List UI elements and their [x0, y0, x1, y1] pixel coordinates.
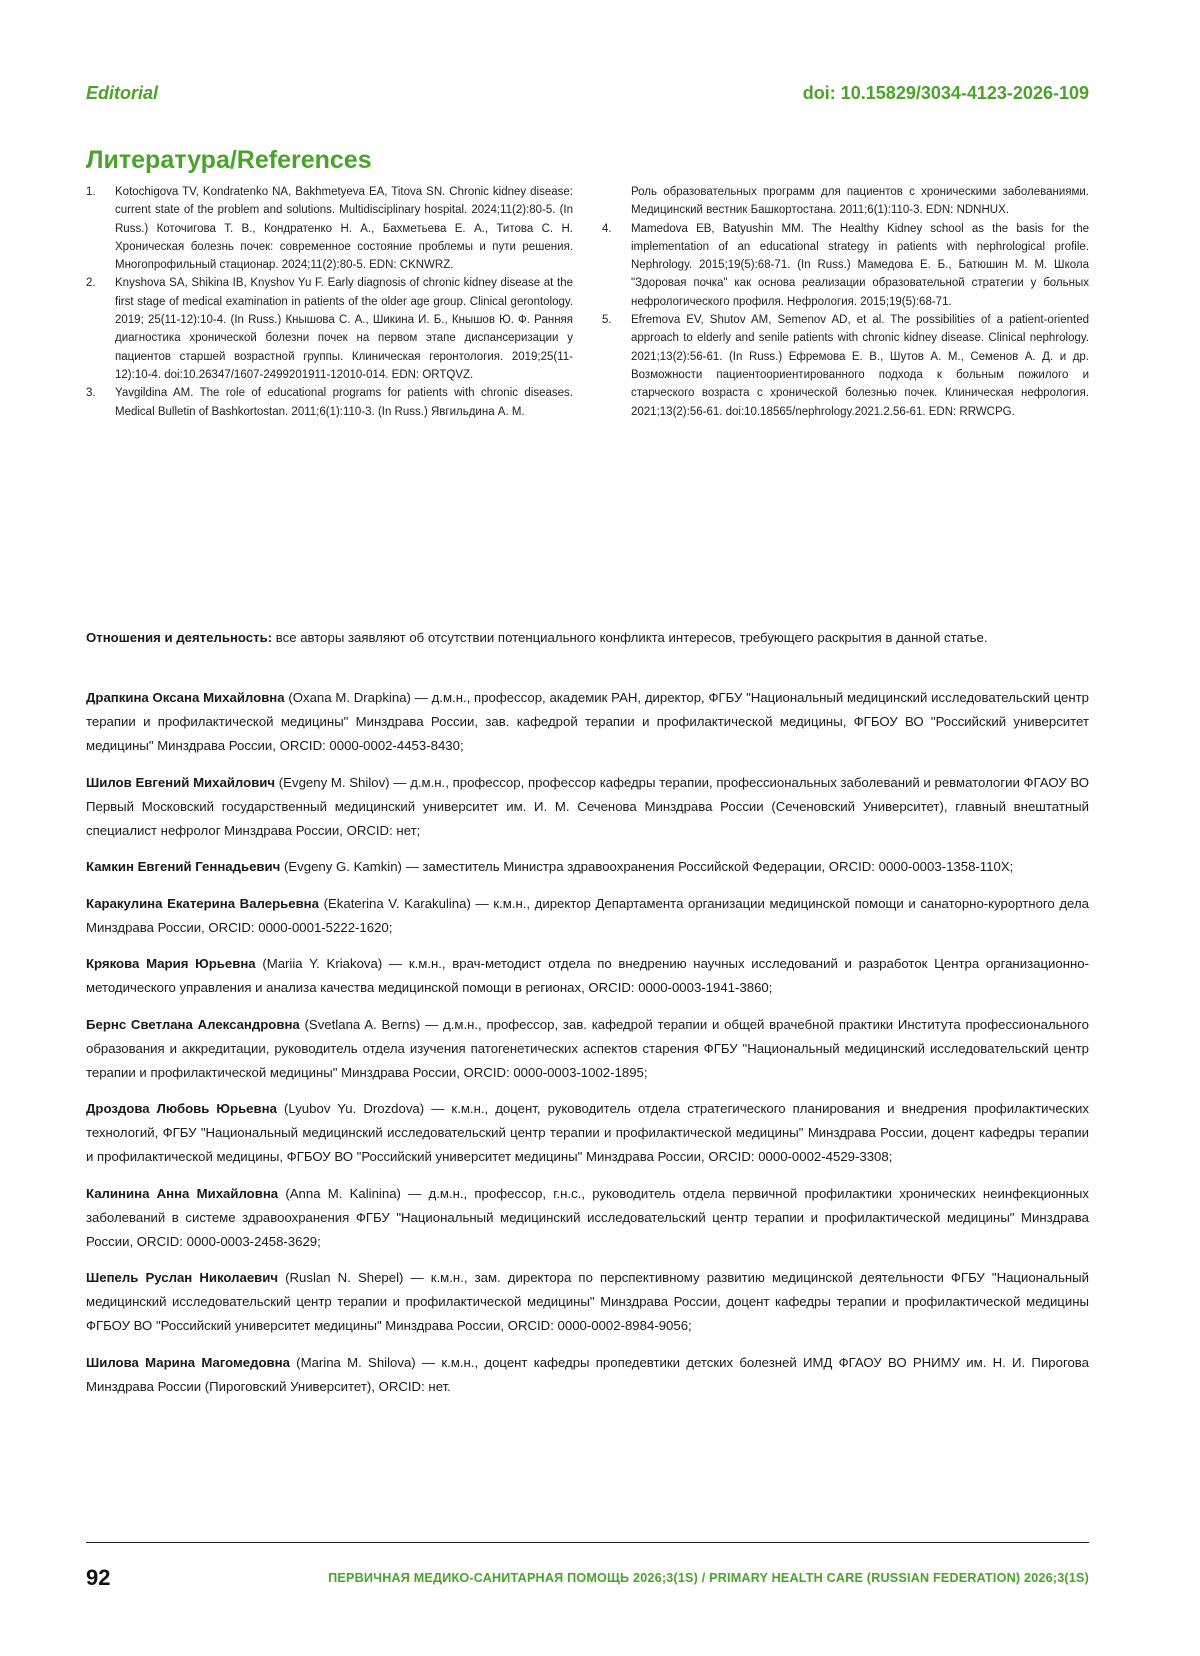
reference-item: [602, 311, 1089, 421]
page-number: 92: [86, 1565, 111, 1590]
author-entry: [86, 855, 1089, 879]
author-entry: [86, 1182, 1089, 1254]
reference-item: [86, 384, 573, 421]
page-footer: [86, 1563, 1089, 1593]
author-details: (Svetlana A. Berns) — д.м.н., профессор, зав. кафедрой терапии и общей врачебной практики Института профессионального образования и аккредитации, руководитель отдела изучения патогенетических аспектов старения ФГБУ "Национальный медицинский исследовательский центр терапии и профилактической медицины" Минздрава России, ORCID: 0000-0003-1002-1895;: [86, 1016, 1089, 1080]
relations-text: все авторы заявляют об отсутствии потенциального конфликта интересов, требующего раскрытия в данной статье.: [272, 630, 988, 646]
author-name: Дроздова Любовь Юрьевна: [86, 1101, 277, 1116]
references-title: Литература/References: [86, 146, 372, 174]
reference-item: [602, 220, 1089, 311]
author-name: Каракулина Екатерина Валерьевна: [86, 895, 319, 911]
author-details: (Marina M. Shilova) — к.м.н., доцент кафедры пропедевтики детских болезней ИМД ФГАОУ ВО РНИМУ им. Н. И. Пирогова Минздрава России (Пироговский Университет), ORCID: нет.: [86, 1354, 1089, 1394]
author-details: (Evgeny G. Kamkin) — заместитель Министра здравоохранения Российской Федерации, ORCID: 0000-0003-1358-110X;: [280, 859, 1014, 874]
doi-link[interactable]: doi: 10.15829/3034-4123-2026-109: [802, 82, 1089, 103]
author-entry: [86, 1097, 1089, 1169]
section-label: Editorial: [86, 82, 159, 103]
reference-text: Mamedova EB, Batyushin MM. The Healthy Kidney school as the basis for the implementation of an educational strategy in patients with nephrological profile. Nephrology. 2015;19(5):68-71. (In Russ.) Мамедова Е. Б., Батюшин М. М. Школа "Здоровая почка" как основа реализации образовательной стратегии у больных нефрологического профиля. Нефрология. 2015;19(5):68-71.: [631, 222, 1089, 308]
reference-text: Kotochigova TV, Kondratenko NA, Bakhmetyeva EA, Titova SN. Chronic kidney disease: current state of the problem and solutions. Multidisciplinary hospital. 2024;11(2):80-5. (In Russ.) Коточигова Т. В., Кондратенко Н. А., Бахметьева Е. А., Титова С. Н. Хроническая болезнь почек: современное состояние проблемы и пути решения. Многопрофильный стационар. 2024;11(2):80-5. EDN: CKNWRZ.: [115, 186, 573, 272]
author-details: (Lyubov Yu. Drozdova) — к.м.н., доцент, руководитель отдела стратегического планирования и внедрения профилактических технологий, ФГБУ "Национальный медицинский исследовательский центр терапии и профилактической медицины" Минздрава России, доцент кафедры терапии и профилактической медицины, ФГБОУ ВО "Российский университет медицины" Минздрава России, ORCID: 0000-0002-4529-3308;: [86, 1101, 1090, 1164]
footer-divider: [86, 1542, 1089, 1543]
author-entry: [86, 1351, 1089, 1399]
authors-list: [86, 686, 1089, 1411]
reference-number: 5.: [602, 314, 612, 327]
author-name: Драпкина Оксана Михайловна: [86, 690, 285, 705]
references-right-column: [602, 183, 1089, 421]
author-name: Калинина Анна Михайловна: [86, 1185, 279, 1201]
author-entry: [86, 1013, 1089, 1085]
author-details: (Ekaterina V. Karakulina) — к.м.н., директор Департамента организации медицинской помощи и санаторно-курортного дела Минздрава России, ORCID: 0000-0001-5222-1620;: [86, 895, 1089, 935]
reference-number: 1.: [86, 186, 96, 198]
running-header: [86, 78, 1089, 108]
relations-statement: [86, 628, 1089, 648]
author-entry: [86, 892, 1089, 940]
page: [86, 0, 1089, 1656]
author-name: Шилов Евгений Михайлович: [86, 774, 276, 790]
author-details: (Ruslan N. Shepel) — к.м.н., зам. директора по перспективному развитию медицинской деятельности ФГБУ "Национальный медицинский исследовательский центр терапии и профилактической медицины" Минздрава России, доцент кафедры терапии и профилактической медицины ФГБОУ ВО "Российский университет медицины" Минздрава России, ORCID: 0000-0002-8984-9056;: [86, 1270, 1089, 1333]
author-name: Камкин Евгений Геннадьевич: [86, 859, 281, 874]
author-entry: [86, 952, 1089, 1000]
references-left-column: [86, 183, 573, 421]
reference-number: 4.: [602, 222, 612, 235]
reference-continuation: [602, 183, 1089, 220]
author-details: (Oxana M. Drapkina) — д.м.н., профессор, академик РАН, директор, ФГБУ "Национальный медицинский исследовательский центр терапии и профилактической медицины" Минздрава России, зав. кафедрой терапии и профилактической медицины, ФГБОУ ВО "Российский университет медицины" Минздрава России, ORCID: 0000-0002-4453-8430;: [86, 690, 1089, 753]
reference-text: Efremova EV, Shutov AM, Semenov AD, et al. The possibilities of a patient-oriented approach to elderly and senile patients with chronic kidney disease. Clinical nephrology. 2021;13(2):56-61. (In Russ.) Ефремова Е. В., Шутов А. М., Семенов А. Д. и др. Возможности пациентоориентированного подхода к больным пожилого и старческого возраста с хронической болезнью почек. Клиническая нефрология. 2021;13(2):56-61. doi:10.18565/nephrology.2021.2.56-61. EDN: RRWCPG.: [631, 314, 1089, 418]
author-name: Шилова Марина Магомедовна: [86, 1354, 290, 1370]
author-details: (Evgeny M. Shilov) — д.м.н., профессор, профессор кафедры терапии, профессиональных заболеваний и ревматологии ФГАОУ ВО Первый Московский государственный медицинский университет им. И. М. Сеченова Минздрава России (Сеченовский Университет), главный внештатный специалист нефролог Минздрава России, ORCID: нет;: [86, 774, 1089, 838]
reference-number: 3.: [86, 387, 96, 400]
author-entry: [86, 686, 1089, 758]
journal-title: ПЕРВИЧНАЯ МЕДИКО-САНИТАРНАЯ ПОМОЩЬ 2026;3(1S) / PRIMARY HEALTH CARE (RUSSIAN FEDERATION) 2026;3(1S): [328, 1571, 1089, 1585]
author-entry: [86, 1266, 1089, 1338]
references-list: [86, 183, 1089, 421]
author-name: Бернс Светлана Александровна: [86, 1016, 300, 1032]
author-details: (Mariia Y. Kriakova) — к.м.н., врач-методист отдела по внедрению научных исследований и разработок Центра организационно-методического управления и анализа качества медицинской помощи в регионах, ORCID: 0000-0003-1941-3860;: [86, 956, 1089, 995]
author-details: (Anna M. Kalinina) — д.м.н., профессор, г.н.с., руководитель отдела первичной профилактики хронических неинфекционных заболеваний в системе здравоохранения ФГБУ "Национальный медицинский исследовательский центр терапии и профилактической медицины" Минздрава России, ORCID: 0000-0003-2458-3629;: [86, 1185, 1089, 1249]
reference-item: [86, 183, 573, 274]
author-name: Шепель Руслан Николаевич: [86, 1270, 279, 1285]
author-name: Крякова Мария Юрьевна: [86, 956, 256, 971]
reference-item: [86, 274, 573, 384]
reference-text: Knyshova SA, Shikina IB, Knyshov Yu F. Early diagnosis of chronic kidney disease at the first stage of medical examination in patients of the older age group. Clinical gerontology. 2019; 25(11-12):10-4. (In Russ.) Кнышова С. А., Шикина И. Б., Кнышов Ю. Ф. Ранняя диагностика хронической болезни почек на первом этапе диспансеризации у пациентов старшей возрастной группы. Клиническая геронтология. 2019;25(11-12):10-4. doi:10.26347/1607-2499201911-12010-014. EDN: ORTQVZ.: [115, 277, 573, 381]
reference-text: Роль образовательных программ для пациентов с хроническими заболеваниями. Медицинский вестник Башкортостана. 2011;6(1):110-3. EDN: NDNHUX.: [631, 186, 1089, 217]
reference-text: Yavgildina AM. The role of educational programs for patients with chronic diseases. Medical Bulletin of Bashkortostan. 2011;6(1):110-3. (In Russ.) Явгильдина А. М.: [115, 387, 573, 418]
author-entry: [86, 771, 1089, 843]
relations-label: Отношения и деятельность:: [86, 630, 273, 646]
reference-number: 2.: [86, 277, 96, 290]
